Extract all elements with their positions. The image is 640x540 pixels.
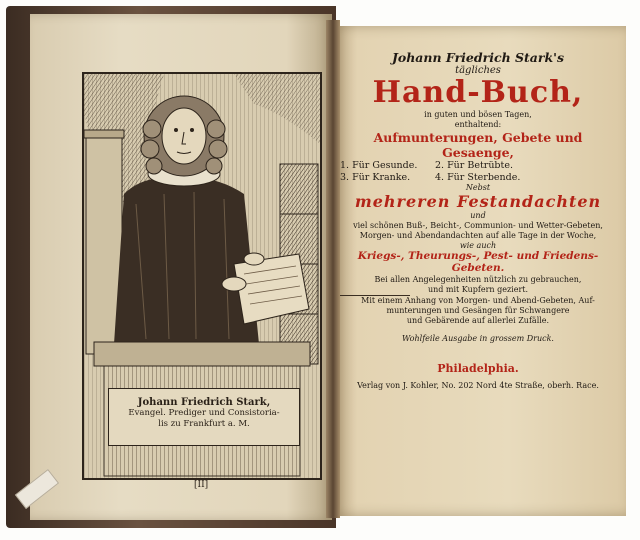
list-item: 4. Für Sterbende. xyxy=(435,172,521,183)
edition-line: Wohlfeile Ausgabe in grossem Druck. xyxy=(402,334,554,343)
appendix-line-2: munterungen und Gesängen für Schwangere xyxy=(386,306,570,315)
nebst-line: Nebst xyxy=(465,183,491,192)
days-line: in guten und bösen Tagen, xyxy=(424,110,532,119)
body-line-2: Morgen- und Abendandachten auf alle Tage in der Woche, xyxy=(359,231,597,240)
containing-line: enthaltend: xyxy=(454,120,502,129)
body-line-1: viel schönen Buß-, Beicht-, Communion- und Wetter-Gebeten, xyxy=(353,221,603,230)
subtitle-1: Aufmunterungen, Gebete und Gesaenge, xyxy=(373,130,583,160)
book-gutter xyxy=(326,20,340,518)
plaque-name: Johann Friedrich Stark, xyxy=(137,397,271,408)
publisher-line: Verlag von J. Kohler, No. 202 Nord 4te Straße, oberh. Race. xyxy=(357,381,599,390)
plaque-line-2: Evangel. Prediger und Consistoria- xyxy=(128,408,280,418)
appendix-line-3: und Gebärende auf allerlei Zufälle. xyxy=(406,316,550,325)
title-page xyxy=(340,50,616,391)
list-item: 1. Für Gesunde. xyxy=(340,160,418,171)
more-devotions-line: mehreren Festandachten xyxy=(354,192,602,211)
und-line: und xyxy=(470,211,486,220)
author-line: Johann Friedrich Stark's xyxy=(391,50,565,65)
list-item: 3. Für Kranke. xyxy=(340,172,411,183)
main-title: Hand-Buch, xyxy=(372,75,584,110)
portrait-caption-plaque xyxy=(108,388,300,446)
page-number: [II] xyxy=(194,480,209,490)
plaque-line-3: lis zu Frankfurt a. M. xyxy=(158,419,250,429)
note-line-2: und mit Kupfern geziert. xyxy=(427,285,529,294)
subtitle-2: Kriegs-, Theurungs-, Pest- und Friedens-Gebeten. xyxy=(357,250,599,274)
daily-line: tägliches xyxy=(455,65,501,76)
list-item: 2. Für Betrübte. xyxy=(435,160,513,171)
note-line-1: Bei allen Angelegenheiten nützlich zu gebrauchen, xyxy=(374,275,582,284)
audience-list xyxy=(340,160,530,183)
appendix-line-1: Mit einem Anhang von Morgen- und Abend-Gebeten, Auf- xyxy=(361,296,595,305)
city-line: Philadelphia. xyxy=(437,362,519,375)
wie-auch-line: wie auch xyxy=(459,241,497,250)
